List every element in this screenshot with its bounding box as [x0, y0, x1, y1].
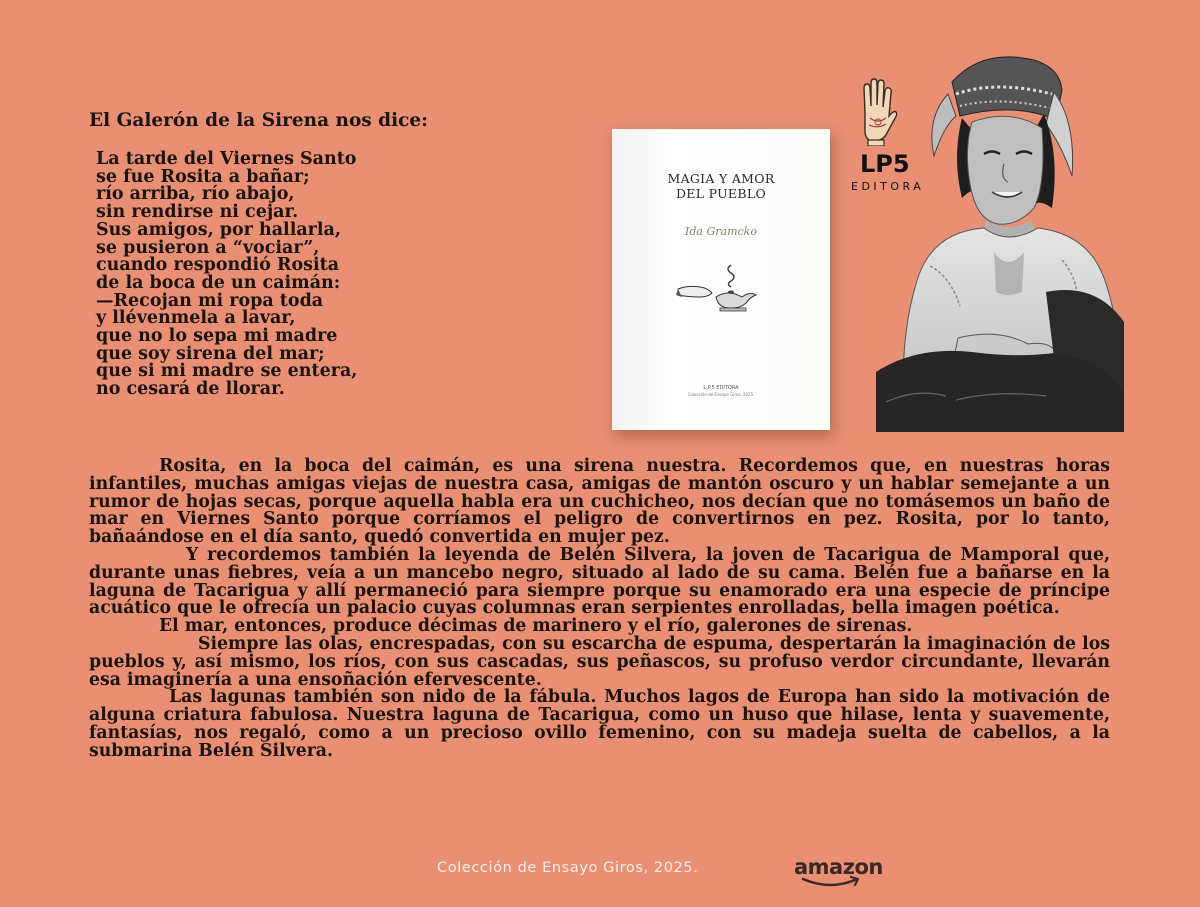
poem-line: La tarde del Viernes Santo — [96, 149, 357, 169]
poem — [96, 151, 357, 399]
book-publisher: L.P.5 EDITORA — [703, 385, 739, 391]
amazon-smile-icon — [801, 876, 863, 888]
book-title-line: DEL PUEBLO — [675, 186, 766, 201]
essay-body — [89, 458, 1110, 761]
poem-line: río arriba, río abajo, — [96, 184, 295, 205]
poem-line: Sus amigos, por hallarla, — [96, 219, 341, 240]
poem-line: y llévenmela a lavar, — [96, 308, 296, 329]
poem-line: que si mi madre se entera, — [96, 361, 358, 382]
footer-collection: Colección de Ensayo Giros, 2025. — [437, 860, 699, 876]
logo-subtitle: EDITORA — [851, 180, 925, 193]
essay-paragraph: Rosita, en la boca del caimán, es una sirena nuestra. Recordemos que, en nuestras horas infantiles, muchas amigas viejas de nuestra casa, amigas de mantón oscuro y un hablar semejante a un rumor de hojas secas, porque aquella habla era un cuchicheo, nos decían que no tomásemos un baño de mar en Viernes Santo porque corríamos el peligro de convertirnos en pez. Rosita, por lo tanto, bañaándose en el día santo, quedó convertida en mujer pez. — [89, 456, 1110, 548]
poem-line: que no lo sepa mi madre — [96, 326, 338, 347]
poem-line: no cesará de llorar. — [96, 379, 285, 400]
portrait-photo — [876, 52, 1124, 432]
poem-line: sin rendirse ni cejar. — [96, 202, 299, 223]
poem-line: se fue Rosita a bañar; — [96, 166, 310, 187]
essay-paragraph: Y recordemos también la leyenda de Belén Silvera, la joven de Tacarigua de Mamporal que, durante unas fiebres, veía a un mancebo negro, situado al lado de su cama. Belén fue a bañarse en la laguna de Tacarigua y allí permaneció para siempre porque su enamorado era una especie de príncipe acuático que le ofrecía un palacio cuyas columnas eran serpientes enrolladas, bella imagen poética. — [89, 544, 1110, 619]
book-title — [612, 171, 830, 201]
magic-lamp-icon — [676, 259, 766, 314]
poem-line: cuando respondió Rosita — [96, 255, 340, 276]
poem-line: de la boca de un caimán: — [96, 272, 341, 293]
amazon-logo[interactable]: amazon — [794, 855, 883, 879]
book-author: Ida Gramcko — [685, 225, 757, 238]
intro-line: El Galerón de la Sirena nos dice: — [89, 110, 428, 131]
logo-name: LP5 — [860, 150, 910, 178]
poem-line: que soy sirena del mar; — [96, 343, 325, 364]
essay-paragraph: Siempre las olas, encrespadas, con su escarcha de espuma, despertarán la imaginación de los pueblos y, así mismo, los ríos, con sus cascadas, sus peñascos, su profuso verdor circundante, llevarán esa imaginería a una ensoñación efervescente. — [89, 633, 1110, 690]
book-collection: Colección de Ensayo Giros, 2025. — [687, 392, 755, 397]
book-cover — [612, 129, 830, 430]
poem-line: se pusieron a “vociar”, — [96, 237, 320, 258]
poem-line: —Recojan mi ropa toda — [96, 290, 324, 311]
essay-paragraph: Las lagunas también son nido de la fábula. Muchos lagos de Europa han sido la motivación de alguna criatura fabulosa. Nuestra laguna de Tacarigua, como un huso que hilase, lenta y suavemente, fantasías, nos regaló, como a un precioso ovillo femenino, con su madeja suelta de cabellos, a la submarina Belén Silvera. — [89, 687, 1110, 761]
book-title-line: MAGIA Y AMOR — [667, 171, 775, 186]
essay-paragraph: El mar, entonces, produce décimas de marinero y el río, galerones de sirenas. — [159, 616, 913, 637]
